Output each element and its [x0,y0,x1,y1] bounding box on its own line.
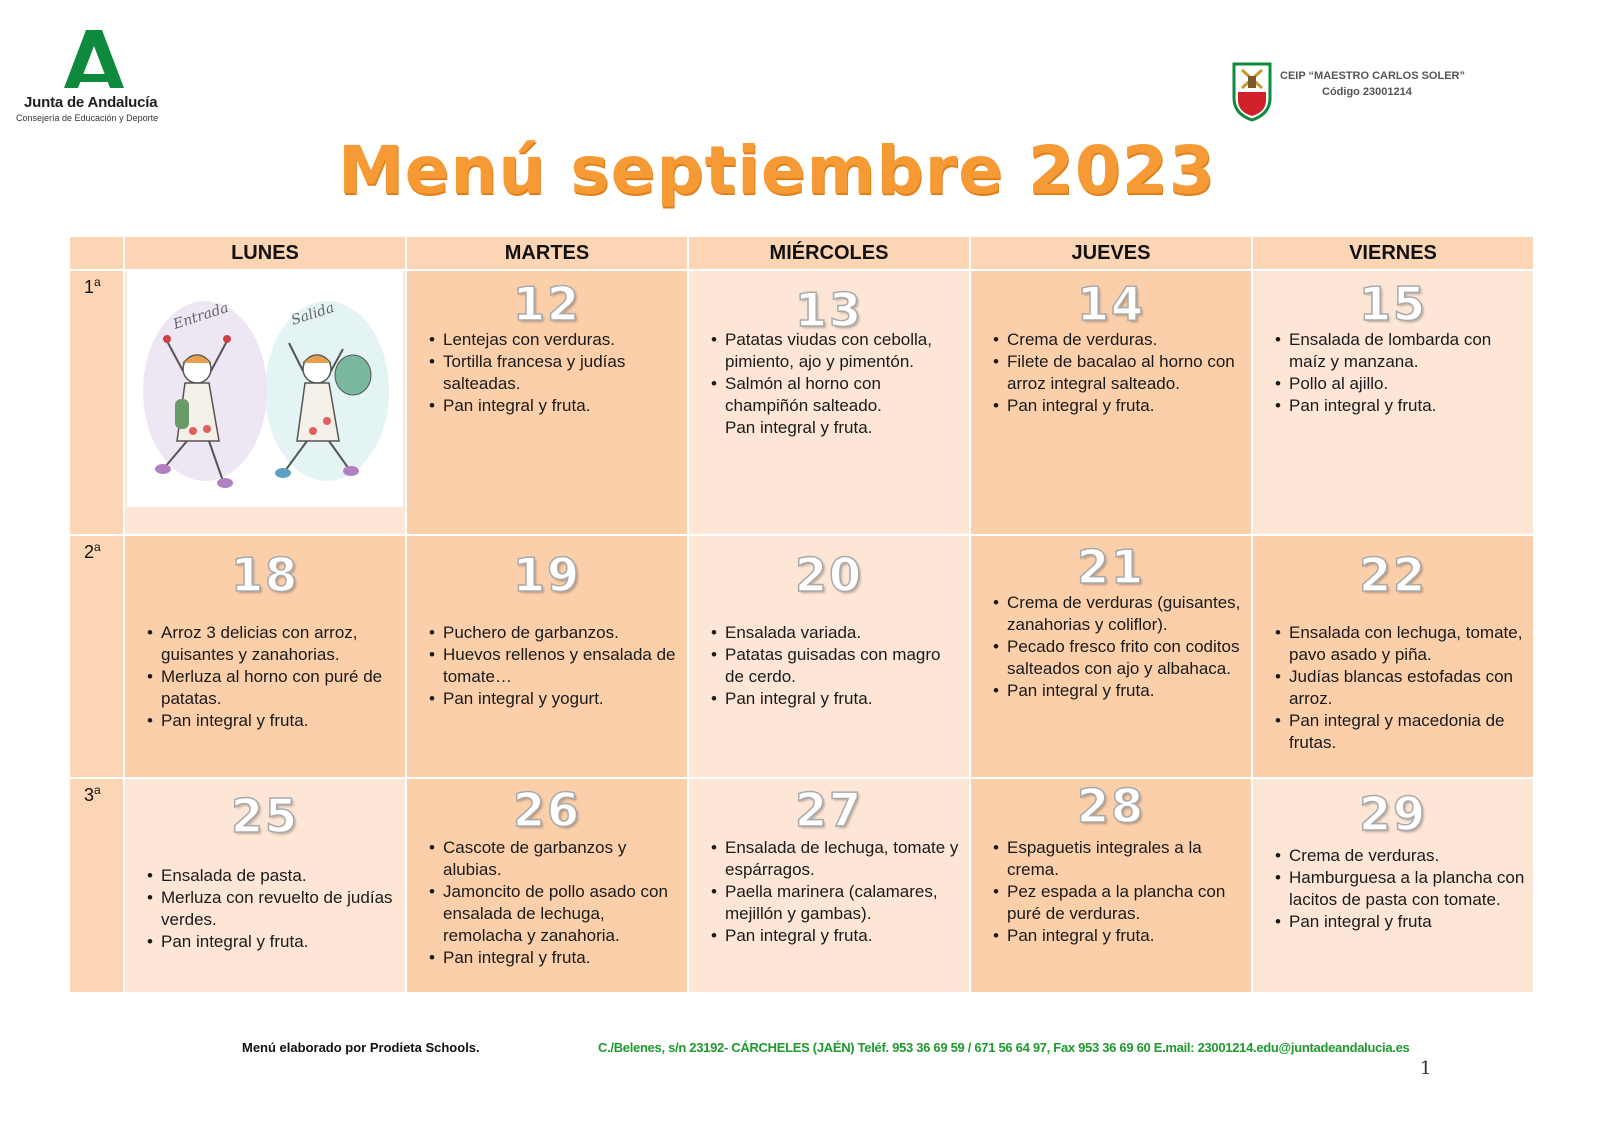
dish-item: • Patatas guisadas con magro de cerdo. [711,644,961,688]
dish-item: • Pan integral y macedonia de frutas. [1275,710,1525,754]
junta-andalucia-emblem-icon [62,30,126,90]
dish-item: • Merluza al horno con puré de patatas. [147,666,397,710]
dish-item: • Merluza con revuelto de judías verdes. [147,887,397,931]
dish-list [147,865,397,953]
dish-list [429,329,679,417]
dish-list [1275,329,1525,417]
org-name: Junta de Andalucía [24,94,158,111]
dish-item: • Pan integral y fruta. [429,947,679,969]
dish-item: • Huevos rellenos y ensalada de tomate… [429,644,679,688]
day-number: 12 [512,277,581,331]
day-number: 19 [512,548,581,602]
day-number: 25 [230,789,299,843]
menu-cell-w1-jueves [971,271,1251,534]
dish-item: • Pan integral y fruta. [993,680,1243,702]
menu-cell-w2-lunes [125,536,405,777]
children-drawing-icon [127,271,403,507]
dish-item: • Ensalada con lechuga, tomate, pavo asado y piña. [1275,622,1525,666]
dish-list [147,622,397,732]
school-name: CEIP “MAESTRO CARLOS SOLER” [1280,70,1465,82]
week-number: 1 [84,277,95,297]
school-logo [1232,62,1492,132]
day-number: 21 [1076,540,1145,594]
dish-item: • Pan integral y fruta. [147,710,397,732]
dish-item: • Pan integral y fruta [1275,911,1525,933]
dish-item: • Puchero de garbanzos. [429,622,679,644]
day-header-miercoles: MIÉRCOLES [689,237,969,269]
dish-item: • Pecado fresco frito con coditos salteados con ajo y albahaca. [993,636,1243,680]
dish-item: • Cascote de garbanzos y alubias. [429,837,679,881]
dish-item: • Ensalada de lechuga, tomate y espárragos. [711,837,961,881]
dish-list [993,592,1243,702]
dish-item: • Judías blancas estofadas con arroz. [1275,666,1525,710]
day-number: 18 [230,548,299,602]
header-corner [70,237,123,269]
dish-item: • Ensalada de lombarda con maíz y manzana. [1275,329,1525,373]
org-subtitle: Consejería de Educación y Deporte [16,113,159,123]
dish-list [993,837,1243,947]
entrada-label: Entrada [171,299,231,333]
day-number: 13 [794,283,863,337]
dish-item: • Lentejas con verduras. [429,329,679,351]
week-label-1 [70,271,123,534]
week-label-3 [70,779,123,992]
page-number: 1 [1420,1058,1432,1079]
menu-cell-w2-martes [407,536,687,777]
menu-cell-w1-martes [407,271,687,534]
menu-cell-w2-viernes [1253,536,1533,777]
day-number: 20 [794,548,863,602]
dish-item: • Pan integral y fruta. [147,931,397,953]
footer-contact: C./Belenes, s/n 23192- CÁRCHELES (JAÉN) Teléf. 953 36 69 59 / 671 56 64 97, Fax 953 36 69 60 E.mail: 23001214.edu@juntadeandalucia.es [598,1040,1410,1055]
dish-item: • Hamburguesa a la plancha con lacitos de pasta con tomate. [1275,867,1525,911]
menu-calendar-grid [70,237,1533,992]
dish-item: • Pan integral y fruta. [429,395,679,417]
dish-item: • Pollo al ajillo. [1275,373,1525,395]
dish-item: • Jamoncito de pollo asado con ensalada de lechuga, remolacha y zanahoria. [429,881,679,947]
dish-item: • Crema de verduras (guisantes, zanahorias y coliflor). [993,592,1243,636]
dish-item: • Pan integral y fruta. [993,925,1243,947]
dish-item: • Filete de bacalao al horno con arroz integral salteado. [993,351,1243,395]
dish-list [429,837,679,969]
dish-item: • Tortilla francesa y judías salteadas. [429,351,679,395]
day-number: 15 [1358,277,1427,331]
dish-item: • Pan integral y fruta. [1275,395,1525,417]
dish-item: • Ensalada de pasta. [147,865,397,887]
menu-cell-w1-miercoles [689,271,969,534]
menu-cell-w3-jueves [971,779,1251,992]
dish-item: • Pan integral y fruta. [711,688,961,710]
school-code: Código 23001214 [1322,86,1412,98]
menu-cell-w2-miercoles [689,536,969,777]
menu-cell-w3-lunes [125,779,405,992]
junta-andalucia-logo [14,30,184,130]
day-number: 27 [794,783,863,837]
dish-list [711,622,961,710]
dish-item: • Pan integral y fruta. [993,395,1243,417]
dish-item: • Arroz 3 delicias con arroz, guisantes y zanahorias. [147,622,397,666]
week-number: 2 [84,542,95,562]
week-ordinal: a [94,540,101,554]
dish-item: • Crema de verduras. [1275,845,1525,867]
menu-cell-w3-martes [407,779,687,992]
day-number: 26 [512,783,581,837]
day-number: 14 [1076,277,1145,331]
week-ordinal: a [94,275,101,289]
menu-cell-w3-viernes [1253,779,1533,992]
dish-item: • Pan integral y fruta. [711,925,961,947]
menu-cell-w1-lunes [125,271,405,534]
dish-list [993,329,1243,417]
entrada-salida-illustration [127,271,403,507]
dish-list [1275,845,1525,933]
dish-item: Pan integral y fruta. [725,418,873,437]
day-number: 29 [1358,787,1427,841]
dish-list [1275,622,1525,754]
dish-list [429,622,679,710]
dish-item: • Ensalada variada. [711,622,961,644]
dish-list [711,329,961,439]
menu-cell-w2-jueves [971,536,1251,777]
dish-item: • Pez espada a la plancha con puré de verduras. [993,881,1243,925]
day-header-jueves: JUEVES [971,237,1251,269]
dish-item: • Paella marinera (calamares, mejillón y gambas). [711,881,961,925]
week-ordinal: a [94,783,101,797]
dish-list [711,837,961,947]
week-label-2 [70,536,123,777]
day-number: 22 [1358,548,1427,602]
dish-item: • Pan integral y yogurt. [429,688,679,710]
week-number: 3 [84,785,95,805]
dish-item: • Patatas viudas con cebolla, pimiento, ajo y pimentón. [711,329,961,373]
day-header-martes: MARTES [407,237,687,269]
footer-credit: Menú elaborado por Prodieta Schools. [242,1040,480,1055]
dish-item: • Espaguetis integrales a la crema. [993,837,1243,881]
salida-label: Salida [289,299,337,329]
day-header-lunes: LUNES [125,237,405,269]
school-shield-icon [1232,62,1272,122]
dish-item: • Salmón al horno con champiñón salteado. [711,373,961,417]
page-title: Menú septiembre 2023 [338,132,1216,209]
menu-cell-w1-viernes [1253,271,1533,534]
day-header-viernes: VIERNES [1253,237,1533,269]
menu-cell-w3-miercoles [689,779,969,992]
day-number: 28 [1076,779,1145,833]
dish-item: • Crema de verduras. [993,329,1243,351]
